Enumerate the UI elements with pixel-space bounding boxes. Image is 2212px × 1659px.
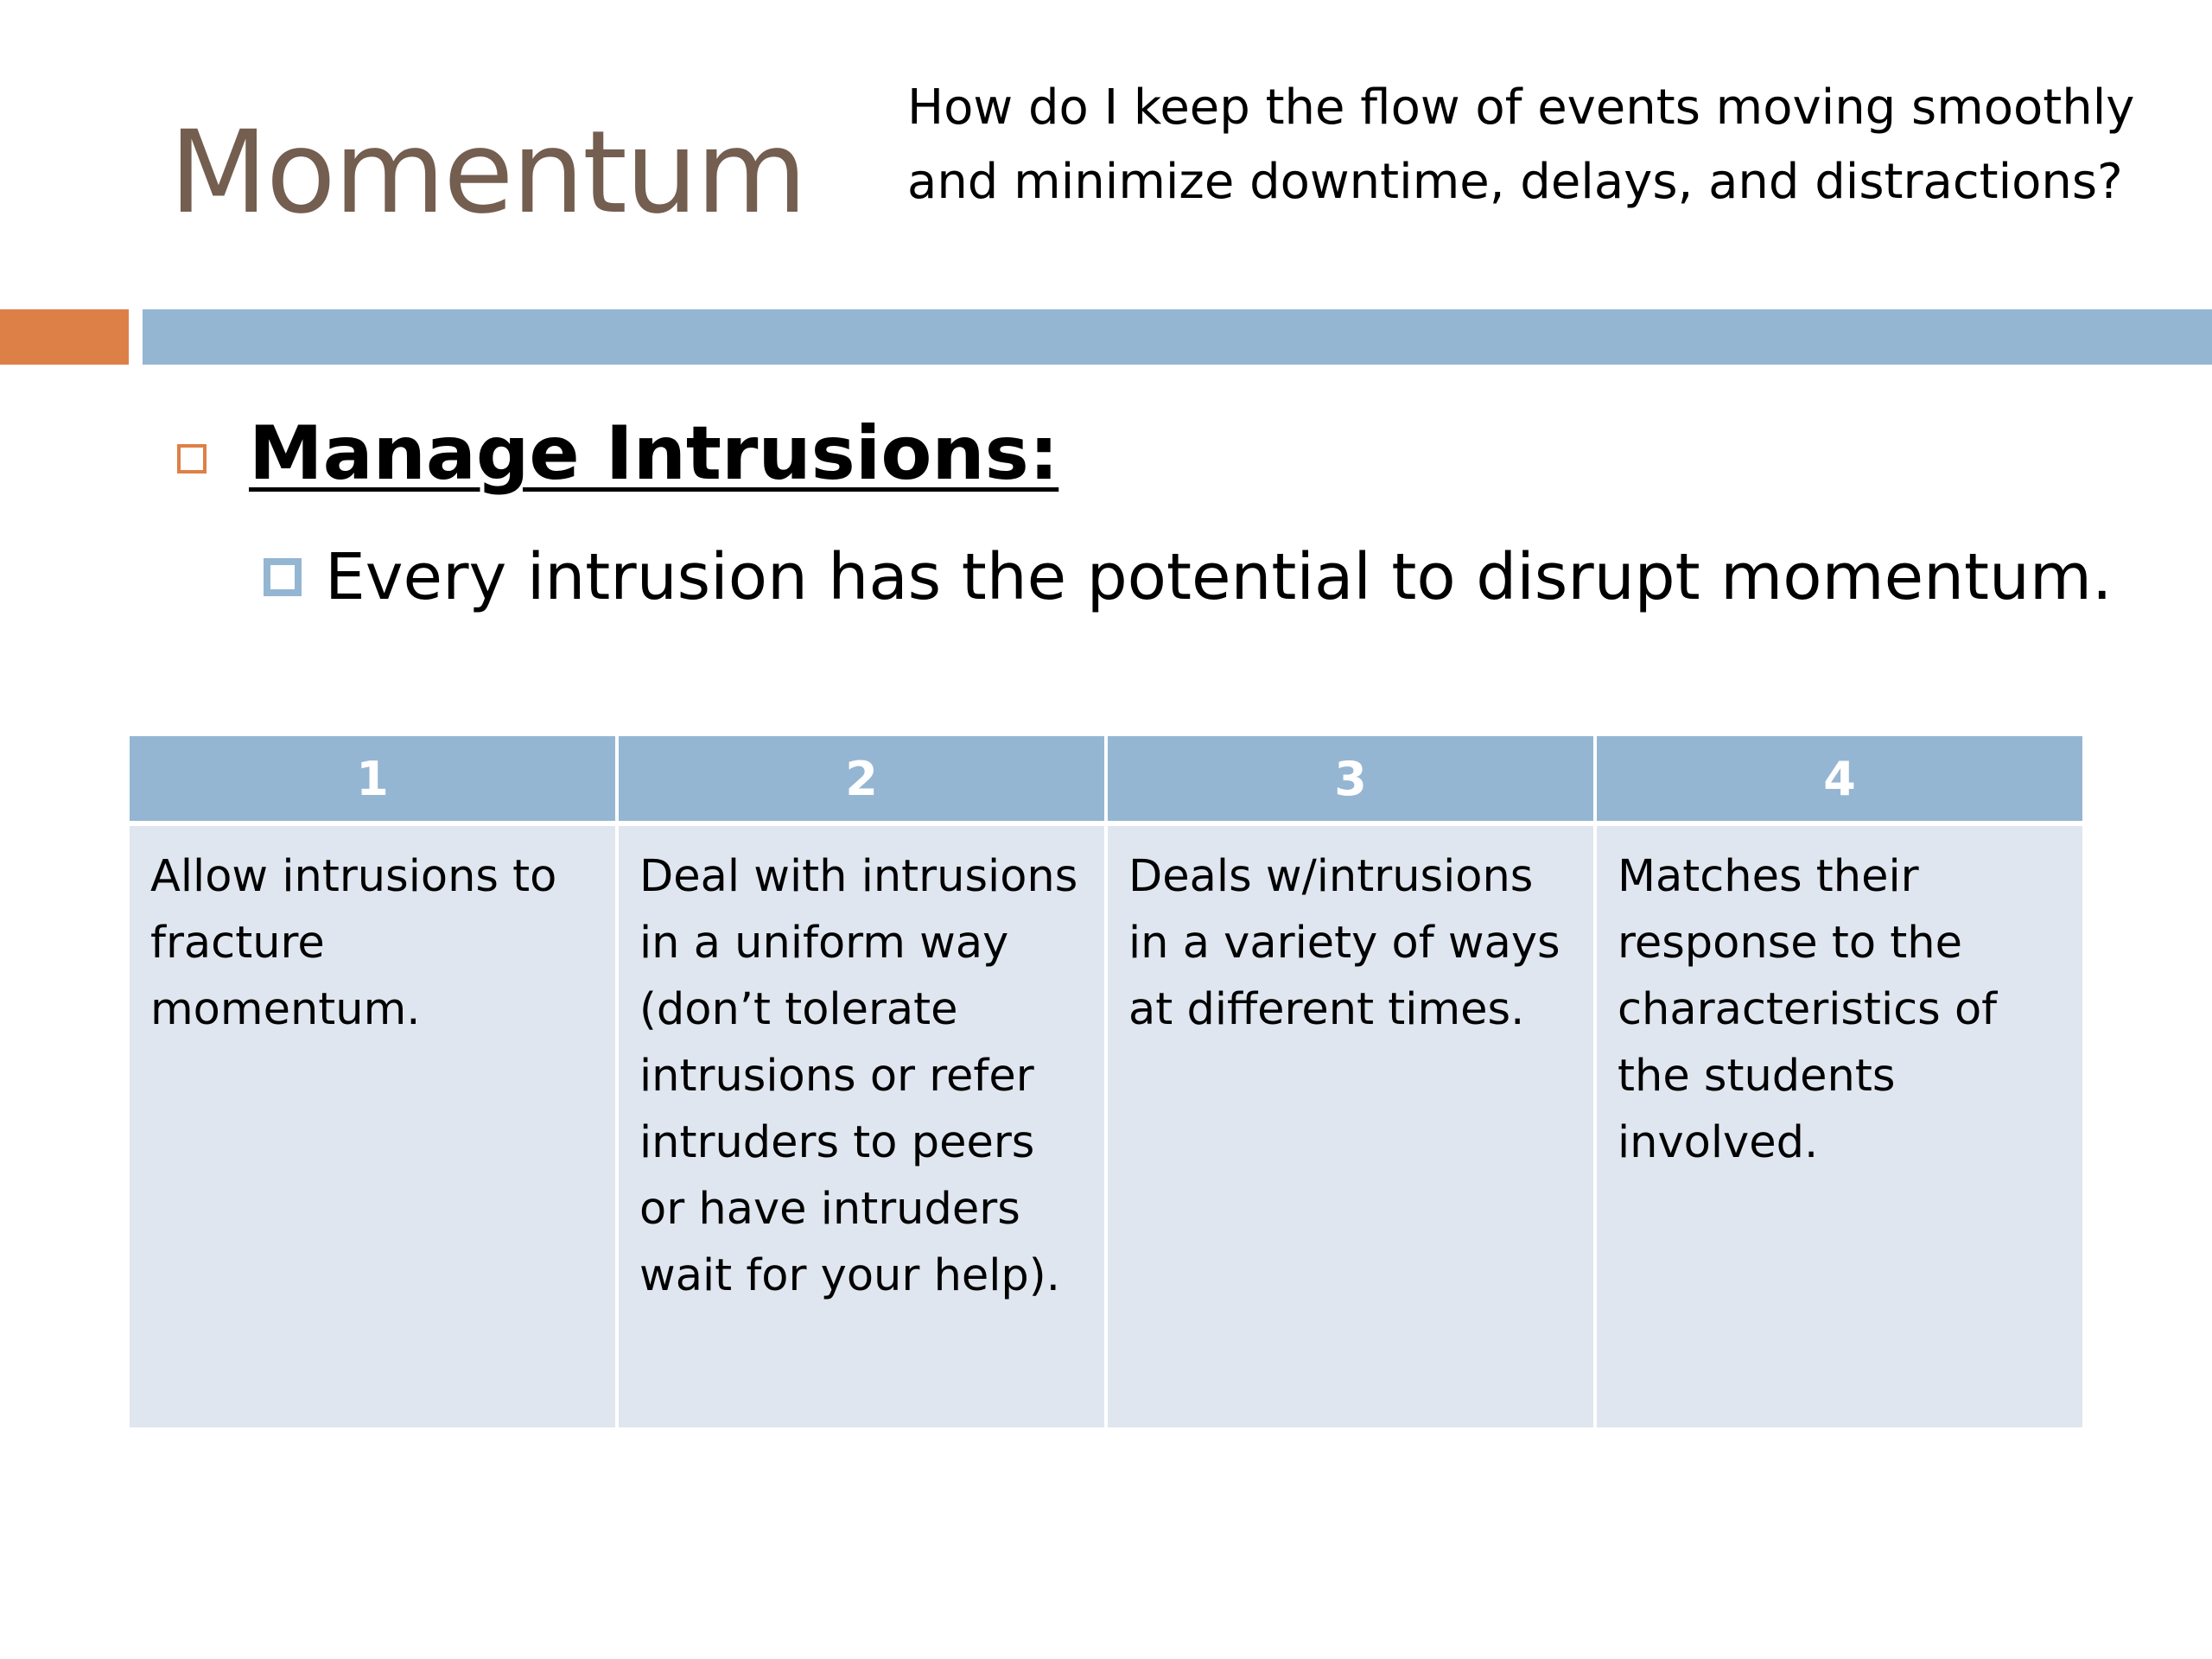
rubric-table — [130, 736, 2082, 1427]
accent-bar-blue — [143, 309, 2212, 365]
sub-bullet-text: Every intrusion has the potential to disrupt momentum. — [325, 540, 2113, 614]
square-bullet-icon — [177, 444, 207, 474]
table-cell: Deal with intrusions in a uniform way (don’t tolerate intrusions or refer intruders to peers or have intruders wait for your help). — [619, 826, 1104, 1427]
table-header-cell: 4 — [1597, 736, 2082, 821]
table-header-cell: 2 — [619, 736, 1104, 821]
table-cell: Allow intrusions to fracture momentum. — [130, 826, 615, 1427]
slide-subtitle: How do I keep the flow of events moving smoothly and minimize downtime, delays, and distractions? — [907, 79, 2135, 210]
table-header-cell: 3 — [1108, 736, 1593, 821]
accent-bar-orange — [0, 309, 129, 365]
slide-title: Momentum — [169, 106, 806, 239]
section-heading: Manage Intrusions: — [249, 410, 1059, 497]
filled-square-bullet-icon — [264, 558, 302, 596]
table-header-cell: 1 — [130, 736, 615, 821]
table-cell: Deals w/intrusions in a variety of ways at different times. — [1108, 826, 1593, 1427]
table-cell: Matches their response to the characteristics of the students involved. — [1597, 826, 2082, 1427]
